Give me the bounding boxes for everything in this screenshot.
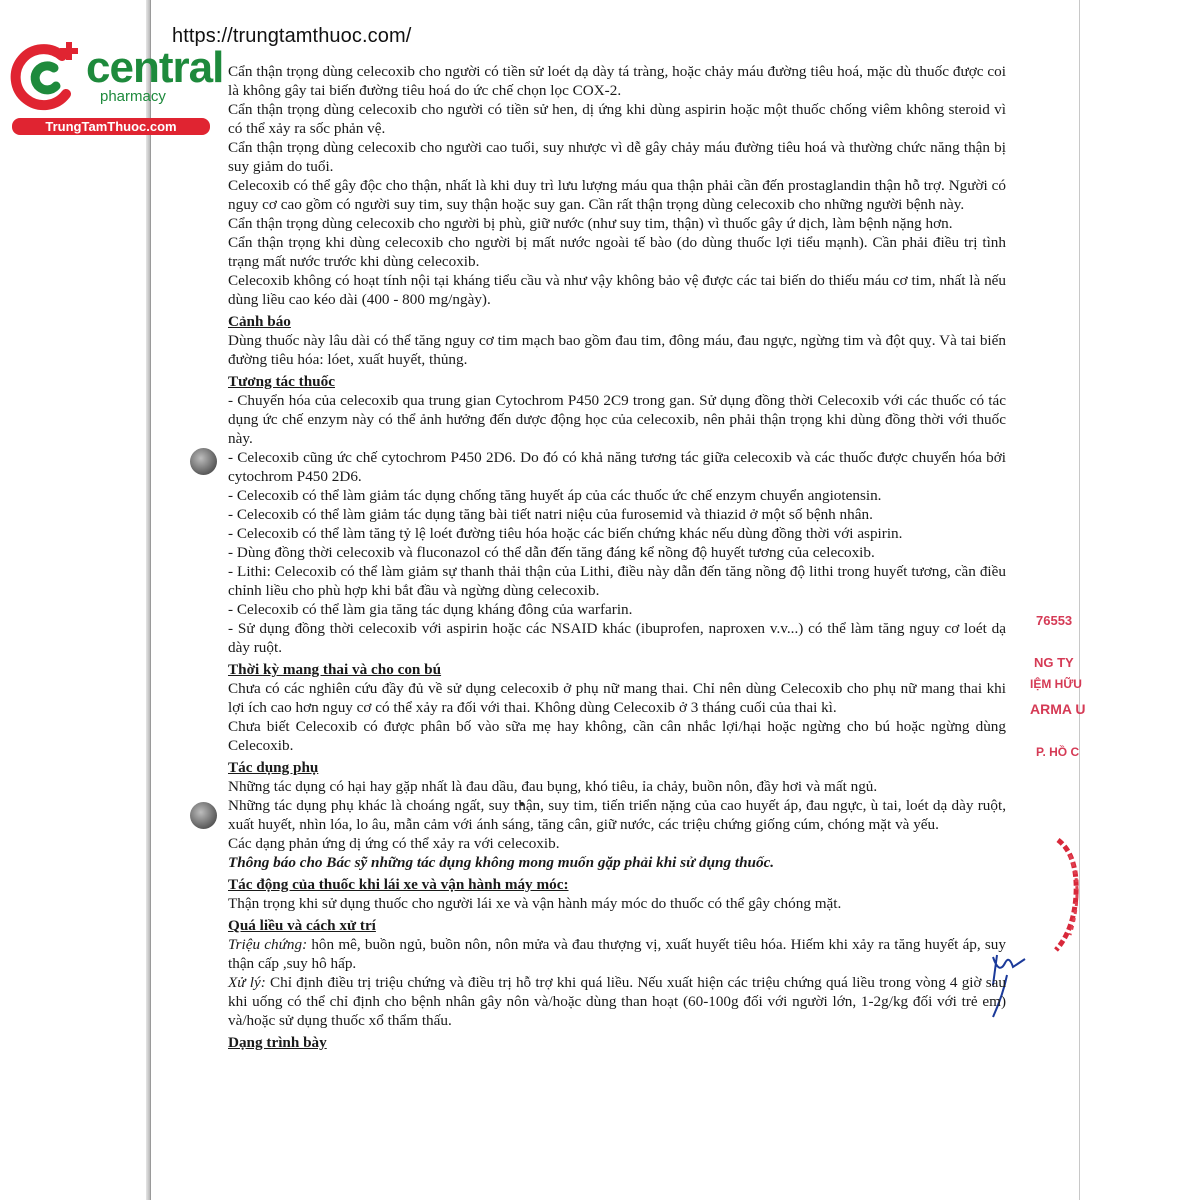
logo-banner: TrungTamThuoc.com [12, 118, 210, 135]
section-heading-interactions: Tương tác thuốc [228, 373, 335, 390]
stamp-line: ARMA U [1030, 701, 1086, 717]
paragraph: Cẩn thận trọng dùng celecoxib cho người bị phù, giữ nước (như suy tim, thận) vì thuốc gây ứ dịch, làm bệnh nặng hơn. [228, 215, 953, 232]
punch-hole [190, 448, 217, 475]
list-item: - Celecoxib có thể làm giảm tác dụng chống tăng huyết áp của các thuốc ức chế enzym chuyển angiotensin. [228, 487, 882, 504]
treatment-label: Xử lý: [228, 974, 266, 991]
list-item: - Dùng đồng thời celecoxib và fluconazol có thể dẫn đến tăng đáng kể nồng độ huyết tương của celecoxib. [228, 544, 875, 561]
paragraph: Chưa biết Celecoxib có được phân bố vào sữa mẹ hay không, cần cân nhắc lợi/hại hoặc ngừng cho bú hoặc ngừng dùng Celecoxib. [228, 718, 1006, 754]
paragraph [228, 973, 1006, 1030]
stamp-line: IỆM HỮU [1030, 677, 1082, 691]
company-stamp [1030, 605, 1090, 775]
list-item: - Celecoxib có thể làm giảm tác dụng tăng bài tiết natri niệu của furosemid và thiazid ở một số bệnh nhân. [228, 506, 873, 523]
symptoms-label: Triệu chứng: [228, 936, 308, 953]
section-heading-pregnancy: Thời kỳ mang thai và cho con bú [228, 661, 442, 678]
list-item: - Celecoxib có thể làm tăng tỷ lệ loét đường tiêu hóa hoặc các biến chứng khác nếu dùng đồng thời với aspirin. [228, 525, 903, 542]
stamp-line: NG TY [1034, 655, 1074, 670]
section-heading-warning: Cảnh báo [228, 313, 291, 330]
paragraph: Chưa có các nghiên cứu đầy đủ về sử dụng celecoxib ở phụ nữ mang thai. Chỉ nên dùng Celecoxib cho phụ nữ mang thai khi lợi ích cao hơn nguy cơ có thể xảy ra đối với thai. Không dùng Celecoxib ở 3 tháng cuối của thai kì. [228, 680, 1006, 716]
paragraph: Những tác dụng phụ khác là choáng ngất, suy thận, suy tim, tiến triển nặng của cao huyết áp, đau ngực, ù tai, loét dạ dày ruột, xuất huyết, nhìn lóa, lo âu, mẫn cảm với ánh sáng, tăng cân, giữ nước, các triệu chứng giống cúm, chóng mặt và yếu. [228, 797, 1006, 833]
brand-logo[interactable] [10, 36, 224, 136]
paragraph: Các dạng phản ứng dị ứng có thể xảy ra với celecoxib. [228, 835, 560, 852]
logo-brand-text: central [86, 43, 224, 92]
logo-subtitle: pharmacy [100, 88, 166, 105]
paragraph: Celecoxib có thể gây độc cho thận, nhất là khi duy trì lưu lượng máu qua thận phải cần đến prostaglandin thận hỗ trợ. Người có nguy cơ cao gồm có người suy tim, suy thận hoặc suy gan. Cần rất thận trọng dùng celecoxib cho những người bệnh này. [228, 177, 1006, 213]
list-item: - Sử dụng đồng thời celecoxib với aspirin hoặc các NSAID khác (ibuprofen, naproxen v.v...) có thể làm tăng nguy cơ loét dạ dày ruột. [228, 620, 1006, 656]
symptoms-text: hôn mê, buồn ngủ, buồn nôn, nôn mửa và đau thượng vị, xuất huyết tiêu hóa. Hiếm khi xảy ra tăng huyết áp, suy thận cấp ,suy hô hấp. [228, 936, 1006, 972]
paragraph: Dùng thuốc này lâu dài có thể tăng nguy cơ tim mạch bao gồm đau tim, đông máu, đau ngực, ngừng tim và đột quỵ. Và tai biến đường tiêu hóa: lóet, xuất huyết, thủng. [228, 332, 1006, 368]
list-item: - Celecoxib có thể làm gia tăng tác dụng kháng đông của warfarin. [228, 601, 633, 618]
paragraph: Cẩn thận trọng khi dùng celecoxib cho người bị mất nước ngoài tế bào (do dùng thuốc lợi tiểu mạnh). Cần phải điều trị tình trạng mất nước trước khi dùng celecoxib. [228, 234, 1006, 270]
treatment-text: Chỉ định điều trị triệu chứng và điều trị hỗ trợ khi quá liều. Nếu xuất hiện các triệu chứng quá liều trong vòng 4 giờ sau khi uống có thể chỉ định cho bệnh nhân gây nôn và/hoặc dùng than hoạt (60-100g đối với người lớn, 1-2g/kg đối với trẻ em) và/hoặc sử dụng thuốc xổ thẩm thấu. [228, 974, 1006, 1029]
section-heading-form: Dạng trình bày [228, 1034, 327, 1051]
list-item: - Chuyển hóa của celecoxib qua trung gian Cytochrom P450 2C9 trong gan. Sử dụng đồng thời Celecoxib với các thuốc có tác dụng ức chế enzym này có thể ảnh hưởng đến dược động học của celecoxib, nên phải thận trọng khi dùng đồng thời với thuốc này. [228, 392, 1006, 447]
list-item: - Lithi: Celecoxib có thể làm giảm sự thanh thải thận của Lithi, điều này dẫn đến tăng nồng độ lithi trong huyết tương, cần điều chỉnh liều cho phù hợp khi bắt đầu và ngừng dùng celecoxib. [228, 563, 1006, 599]
stamp-line: P. HỒ C [1036, 745, 1080, 759]
paragraph: Cẩn thận trọng dùng celecoxib cho người cao tuổi, suy nhược vì dễ gây chảy máu đường tiêu hoá và thường chức năng thận bị suy giảm do tuổi. [228, 139, 1006, 175]
paragraph [228, 935, 1006, 973]
punch-hole [190, 802, 217, 829]
section-heading-driving: Tác động của thuốc khi lái xe và vận hành máy móc: [228, 876, 569, 893]
stamp-line: 76553 [1036, 613, 1073, 628]
paragraph: Thận trọng khi sử dụng thuốc cho người lái xe và vận hành máy móc do thuốc có thể gây chóng mặt. [228, 895, 842, 912]
section-heading-overdose: Quá liều và cách xử trí [228, 917, 376, 934]
paragraph: Celecoxib không có hoạt tính nội tại kháng tiểu cầu và như vậy không bảo vệ được các tai biến do thiếu máu cơ tim, nhất là nếu dùng liều cao kéo dài (400 - 800 mg/ngày). [228, 272, 1006, 308]
section-heading-side-effects: Tác dụng phụ [228, 759, 319, 776]
red-seal-icon [1048, 835, 1088, 955]
paragraph: Cẩn thận trọng dùng celecoxib cho người có tiền sử hen, dị ứng khi dùng aspirin hoặc một thuốc chống viêm không steroid vì có thể xảy ra sốc phản vệ. [228, 101, 1006, 137]
document-body [228, 62, 1006, 1052]
paragraph: Những tác dụng có hại hay gặp nhất là đau dầu, đau bụng, khó tiêu, ỉa chảy, buồn nôn, đầy hơi và mất ngủ. [228, 778, 878, 795]
list-item: - Celecoxib cũng ức chế cytochrom P450 2D6. Do đó có khả năng tương tác giữa celecoxib và các thuốc được chuyển hóa bởi cytochrom P450 2D6. [228, 449, 1006, 485]
logo-mark-icon [10, 38, 86, 118]
side-effect-notice: Thông báo cho Bác sỹ những tác dụng không mong muốn gặp phải khi sử dụng thuốc. [228, 854, 775, 871]
source-url[interactable]: https://trungtamthuoc.com/ [172, 25, 412, 47]
paragraph: Cẩn thận trọng dùng celecoxib cho người có tiền sử loét dạ dày tá tràng, hoặc chảy máu đường tiêu hoá, mặc dù thuốc được coi là không gây tai biến đường tiêu hoá do ức chế chọn lọc COX-2. [228, 63, 1006, 99]
